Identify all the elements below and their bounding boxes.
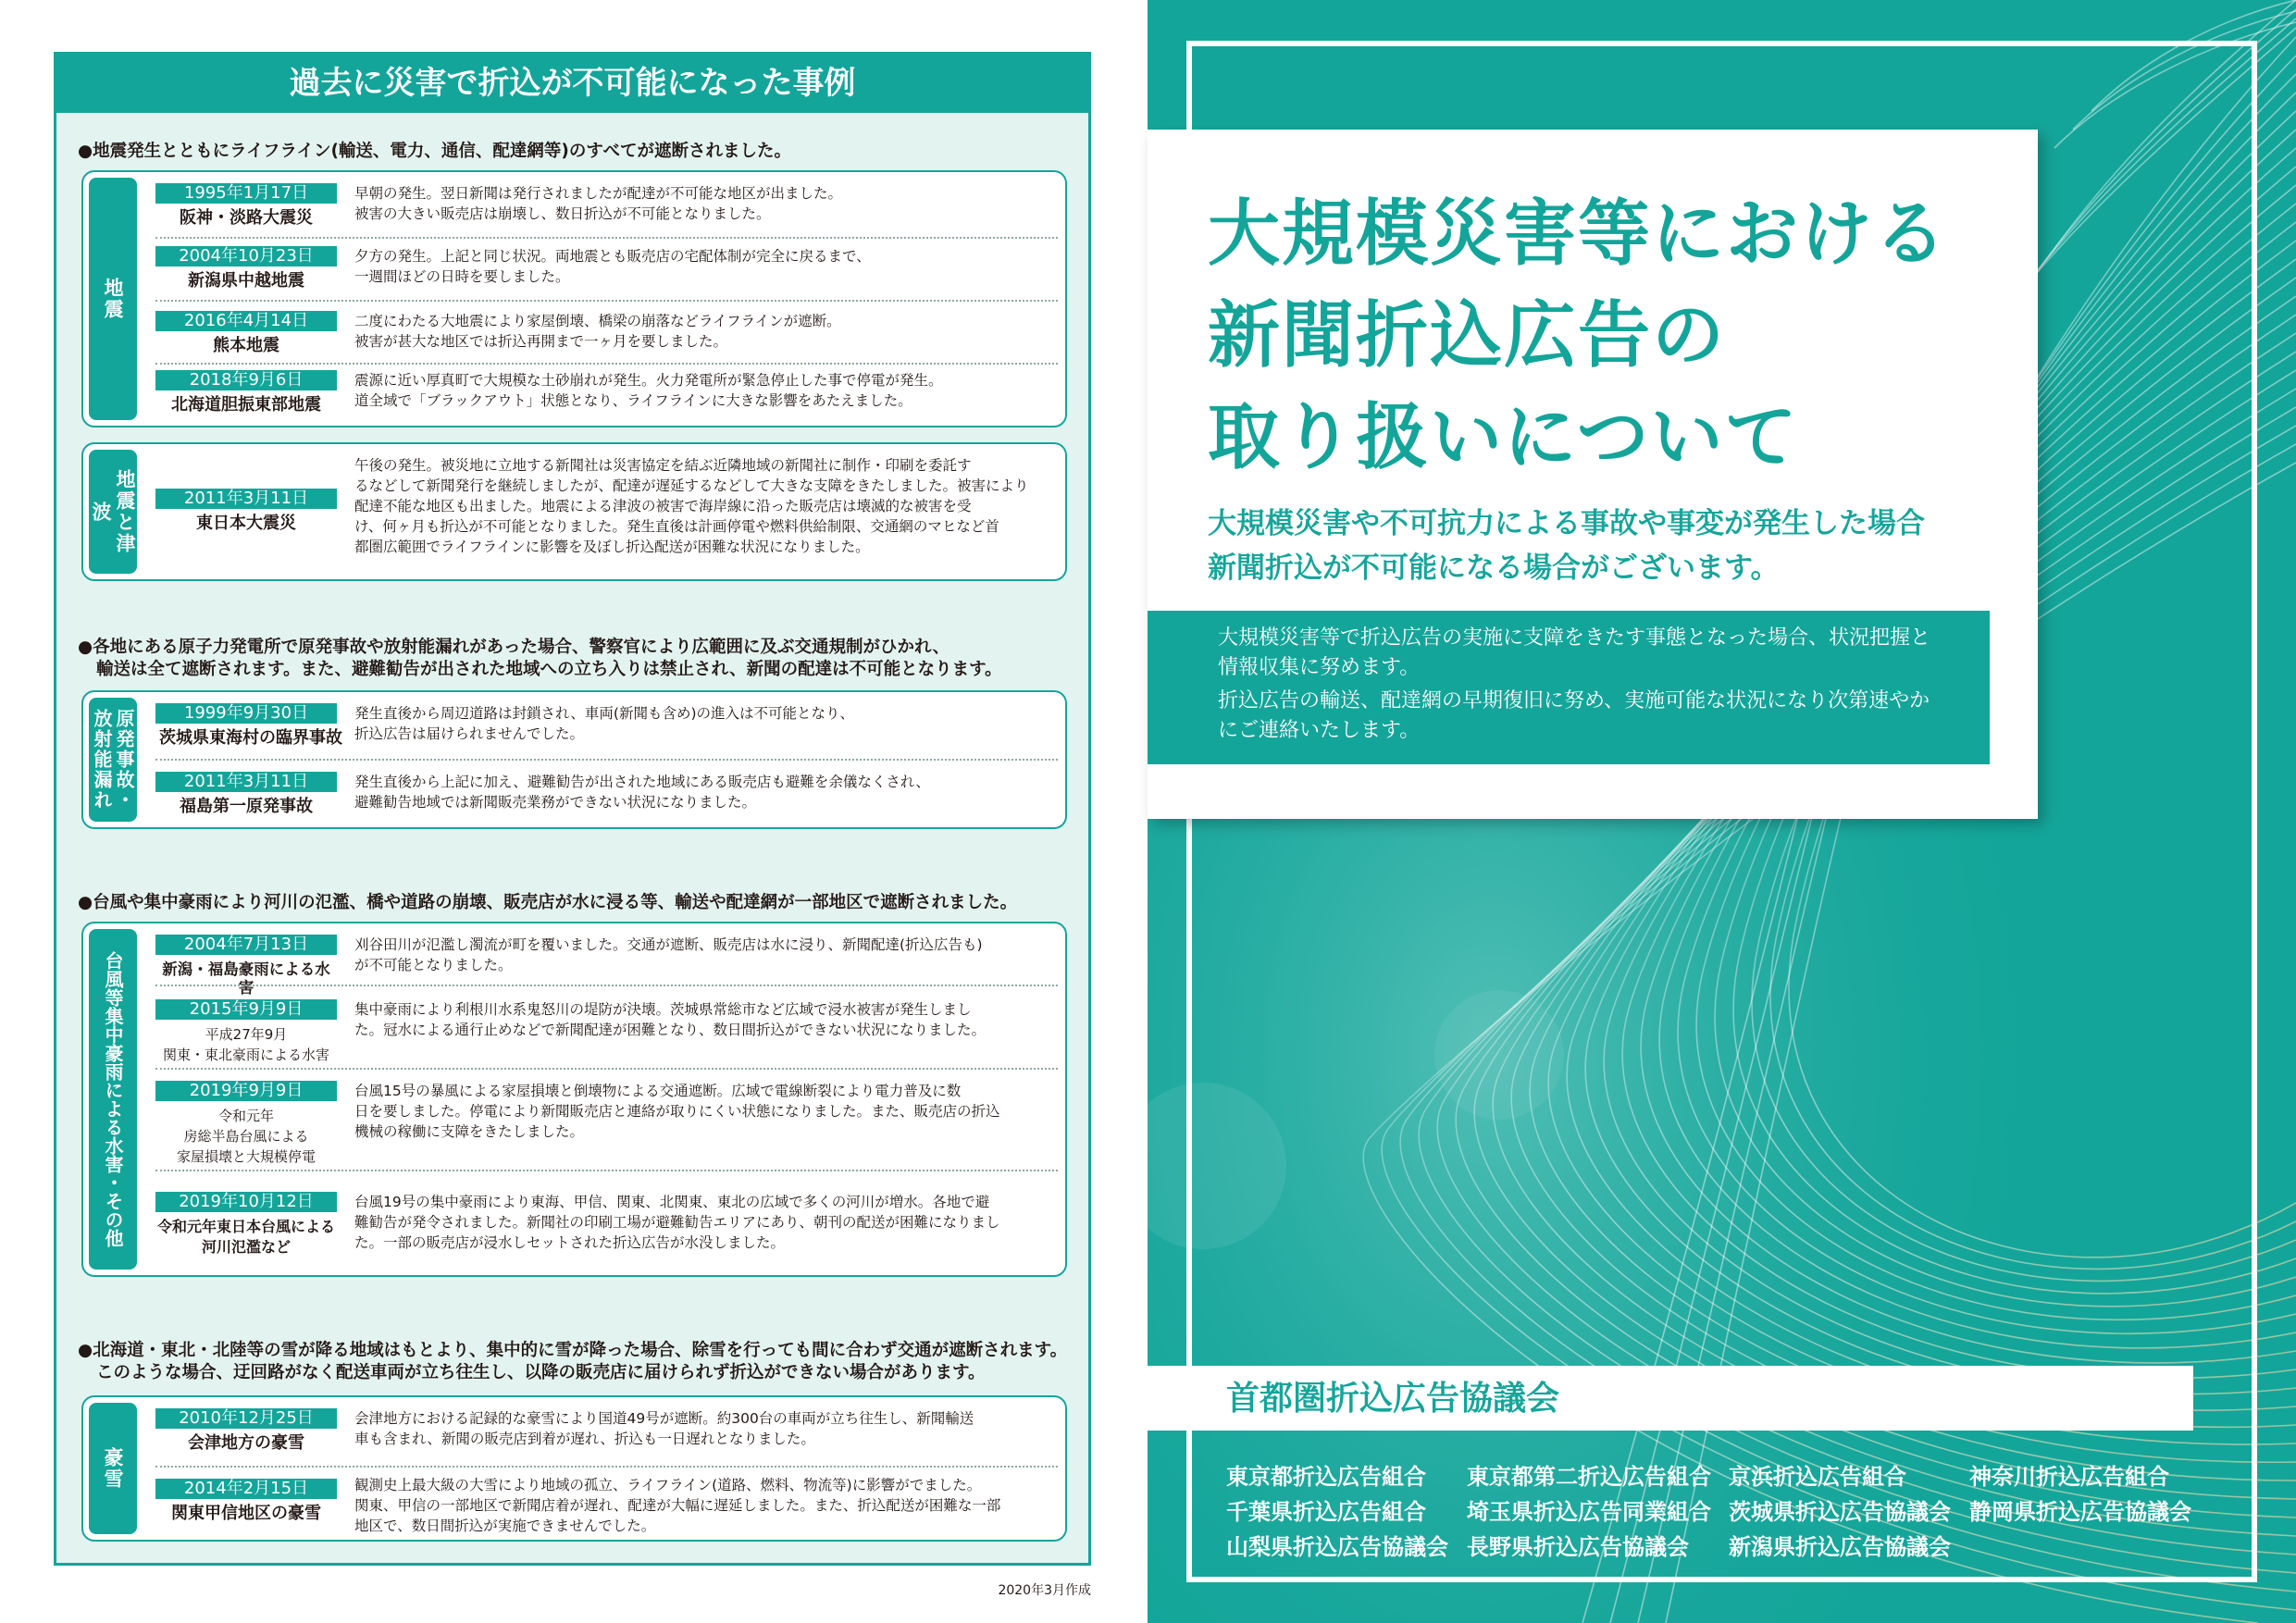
section-intro-earthquake: ●地震発生とともにライフライン(輸送、電力、通信、配達網等)のすべてが遮断されました。 [78, 142, 792, 161]
event-description: 会津地方における記録的な豪雪により国道49号が遮断。約300台の車両が立ち往生し、新聞輸送 車も含まれ、新聞の販売店到着が遅れ、折込も一日遅れとなりました。 [354, 1410, 974, 1447]
member-org: 東京都折込広告組合 [1226, 1464, 1426, 1490]
event-name: 福島第一原発事故 [180, 797, 313, 816]
event-description: 発生直後から周辺道路は封鎖され、車両(新聞も含め)の進入は不可能となり、 折込広告は届けられませんでした。 [354, 705, 855, 742]
member-org: 長野県折込広告協議会 [1467, 1534, 1689, 1560]
event-date: 2018年9月6日 [155, 370, 337, 390]
event-description: 震源に近い厚真町で大規模な土砂崩れが発生。火力発電所が緊急停止した事で停電が発生。 道全域で「ブラックアウト」状態となり、ライフラインに大きな影響をあたえました。 [354, 372, 943, 409]
event-name: 令和元年東日本台風による [156, 1218, 335, 1235]
section-intro-flood: ●台風や集中豪雨により河川の氾濫、橋や道路の崩壊、販売店が水に浸る等、輸送や配達網が一部地区で遮断されました。 [78, 893, 1018, 912]
event-date: 2019年9月9日 [155, 1081, 337, 1101]
member-org: 千葉県折込広告組合 [1226, 1499, 1426, 1525]
event-date: 2011年3月11日 [155, 772, 337, 792]
event-name: 茨城県東海村の臨界事故 [159, 728, 342, 748]
event-description: 観測史上最大級の大雪により地域の孤立、ライフライン(道路、燃料、物流等)に影響がでました。 関東、甲信の一部地区で新聞店着が遅れ、配達が大幅に遅延しました。また、折込配送が困難な一部 地区で、数日間折込が実施できませんでした。 [354, 1477, 1001, 1534]
divider [155, 1068, 1058, 1070]
main-title-line-2: 新聞折込広告の [1208, 294, 1727, 378]
divider [155, 237, 1058, 239]
event-description: 夕方の発生。上記と同じ状況。両地震とも販売店の宅配体制が完全に戻るまで、 一週間ほどの日時を要しました。 [354, 248, 871, 285]
event-date: 2014年2月15日 [155, 1479, 337, 1499]
event-name: 東日本大震災 [196, 514, 296, 533]
member-org: 静岡県折込広告協議会 [1969, 1499, 2191, 1525]
event-name: 熊本地震 [213, 336, 279, 355]
group-heavy-snow [81, 1395, 1067, 1542]
divider [155, 985, 1058, 986]
event-name: 阪神・淡路大震災 [180, 208, 313, 228]
event-name: 会津地方の豪雪 [188, 1433, 304, 1453]
group-label: 地震 [89, 178, 137, 420]
group-earthquake [81, 170, 1067, 427]
divider [155, 759, 1058, 761]
event-date: 2010年12月25日 [155, 1408, 337, 1429]
member-org: 茨城県折込広告協議会 [1729, 1499, 1951, 1525]
main-title-line-1: 大規模災害等における [1208, 192, 1949, 276]
group-flood [81, 922, 1067, 1277]
notice-line: 折込広告の輸送、配達網の早期復旧に努め、実施可能な状況になり次第速やか [1218, 689, 1930, 712]
member-org: 埼玉県折込広告同業組合 [1467, 1499, 1711, 1525]
event-date: 2004年7月13日 [155, 935, 337, 955]
event-description: 集中豪雨により利根川水系鬼怒川の堤防が決壊。茨城県常総市など広域で浸水被害が発生しまし た。冠水による通行止めなどで新聞配達が困難となり、数日間折込ができない状況になりました。 [354, 1001, 987, 1038]
divider [155, 1170, 1058, 1171]
event-name: 家屋損壊と大規模停電 [176, 1148, 316, 1165]
page-title: 過去に災害で折込が不可能になった事例 [56, 55, 1088, 113]
group-nuclear [81, 690, 1067, 829]
notice-line: にご連絡いたします。 [1218, 719, 1421, 742]
group-label: 台風等集中豪雨による水害・その他 [89, 929, 137, 1270]
event-date: 2016年4月14日 [155, 311, 337, 331]
subtitle-line-1: 大規模災害や不可抗力による事故や事変が発生した場合 [1208, 507, 1925, 540]
event-date: 2015年9月9日 [155, 999, 337, 1020]
group-label: 原発事故・放射能漏れ [89, 698, 137, 822]
event-date: 1995年1月17日 [155, 183, 337, 204]
main-title-line-3: 取り扱いについて [1208, 396, 1799, 479]
event-name: 房総半島台風による [183, 1128, 309, 1145]
event-name: 新潟・福島豪雨による水害 [162, 960, 330, 997]
event-description: 二度にわたる大地震により家屋倒壊、橋梁の崩落などライフラインが遮断。 被害が甚大な地区では折込再開まで一ヶ月を要しました。 [354, 313, 841, 350]
member-org: 神奈川折込広告組合 [1969, 1464, 2169, 1490]
creation-date: 2020年3月作成 [998, 1583, 1091, 1598]
event-name: 河川氾濫など [201, 1238, 291, 1256]
group-label: 豪雪 [89, 1403, 137, 1534]
event-description: 早朝の発生。翌日新聞は発行されましたが配達が不可能な地区が出ました。 被害の大きい販売店は崩壊し、数日折込が不可能となりました。 [354, 185, 843, 222]
event-name: 関東・東北豪雨による水害 [162, 1047, 329, 1063]
group-earthquake-tsunami [81, 442, 1067, 581]
member-org: 新潟県折込広告協議会 [1729, 1534, 1951, 1560]
member-org: 京浜折込広告組合 [1729, 1464, 1906, 1490]
member-org: 山梨県折込広告協議会 [1226, 1534, 1448, 1560]
event-date: 2011年3月11日 [155, 489, 337, 509]
section-intro-nuclear: ●各地にある原子力発電所で原発事故や放射能漏れがあった場合、警察官により広範囲に及ぶ交通規制がひかれ、 輸送は全て遮断されます。また、避難勧告が出された地域への立ち入りは禁止され、新聞の配達は不可能となります。 [78, 638, 1002, 679]
notice-line: 情報収集に努めます。 [1218, 656, 1421, 679]
event-description: 台風19号の集中豪雨により東海、甲信、関東、北関東、東北の広域で多くの河川が増水。各地で避 難勧告が発令されました。新聞社の印刷工場が避難勧告エリアにあり、朝刊の配送が困難になりまし た。一部の販売店が浸水しセットされた折込広告が水没しました。 [354, 1194, 1000, 1251]
divider [155, 363, 1058, 365]
member-org: 東京都第二折込広告組合 [1467, 1464, 1711, 1490]
event-name: 関東甲信地区の豪雪 [171, 1504, 321, 1523]
event-name: 平成27年9月 [205, 1026, 288, 1043]
divider [155, 300, 1058, 302]
event-name: 新潟県中越地震 [188, 271, 304, 291]
group-label: 地震と津波 [89, 450, 137, 574]
subtitle-line-2: 新聞折込が不可能になる場合がございます。 [1208, 551, 1780, 585]
event-date: 1999年9月30日 [155, 703, 337, 724]
notice-line: 大規模災害等で折込広告の実施に支障をきたす事態となった場合、状況把握と [1218, 626, 1931, 650]
section-intro-snow: ●北海道・東北・北陸等の雪が降る地域はもとより、集中的に雪が降った場合、除雪を行っても間に合わず交通が遮断されます。 このような場合、迂回路がなく配送車両が立ち往生し、以降の販売店に届けられず折込ができない場合があります。 [78, 1341, 1068, 1382]
event-date: 2019年10月12日 [155, 1192, 337, 1212]
event-description: 刈谷田川が氾濫し濁流が町を覆いました。交通が遮断、販売店は水に浸り、新聞配達(折込広告も) が不可能となりました。 [354, 936, 983, 973]
event-description: 午後の発生。被災地に立地する新聞社は災害協定を結ぶ近隣地域の新聞社に制作・印刷を委託す るなどして新聞発行を継続しましたが、配達が遅延するなどして大きな支障をきたしました。被害により 配達不能な地区も出ました。地震による津波の被害で海岸線に沿った販売店は壊滅的な被害を受 け、何ヶ月も折込が不可能となりました。発生直後は計画停電や燃料供給制限、交通網のマヒなど首 都圏広範囲でライフラインに影響を及ぼし折込配送が困難な状況になりました。 [354, 457, 1029, 555]
event-name: 北海道胆振東部地震 [171, 395, 321, 415]
association-name: 首都圏折込広告協議会 [1226, 1380, 1560, 1418]
event-description: 発生直後から上記に加え、避難勧告が出された地域にある販売店も避難を余儀なくされ、 避難勧告地域では新聞販売業務ができない状況になりました。 [354, 774, 930, 811]
event-date: 2004年10月23日 [155, 246, 337, 266]
event-description: 台風15号の暴風による家屋損壊と倒壊物による交通遮断。広域で電線断裂により電力普及に数 日を要しました。停電により新聞販売店と連絡が取りにくい状態になりました。また、販売店の折込 機械の稼働に支障をきたしました。 [354, 1083, 1000, 1140]
divider [155, 1466, 1058, 1468]
event-name: 令和元年 [217, 1108, 274, 1124]
